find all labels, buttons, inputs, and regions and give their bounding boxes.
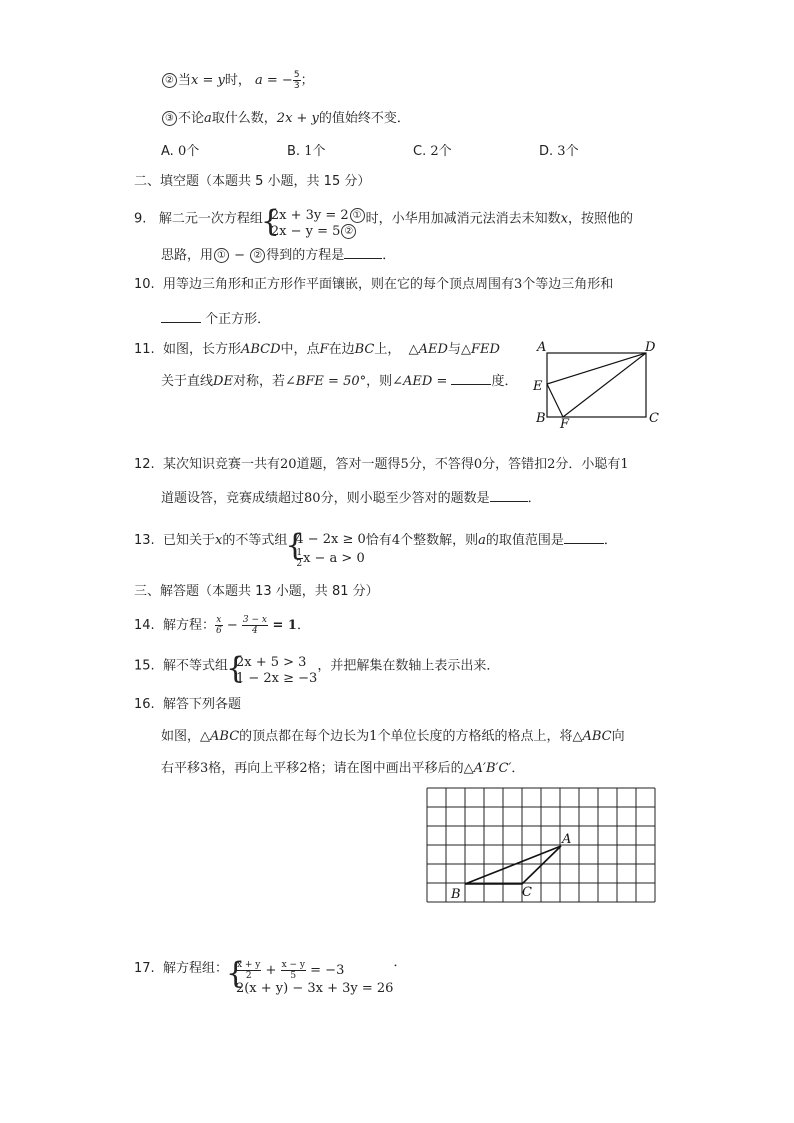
section-title: 二、填空题（本题共 5 小题，共 15 分） [134, 174, 371, 189]
inequality-system: { 4 − 2x ≥ 0 $\frac{1}{2}$ x − a > 0 [287, 532, 365, 569]
option-a[interactable]: A. 0个 [161, 144, 200, 159]
question-13: 13. 已知关于x的不等式组 { 4 − 2x ≥ 0 $\frac{1}{2}$ x − a > 0 恰有4个整数解，则a的取值范围是 ． [134, 522, 617, 559]
label-f: F [560, 417, 570, 430]
question-16-line2: 右平移3格，再向上平移2格；请在图中画出平移后的△A′B′C′． [161, 761, 525, 776]
question-number: 9. [134, 211, 147, 227]
label-c: C [649, 411, 659, 426]
question-9-line1: 9. 解二元一次方程组 { 2x + 3y = 2 ① 2x − y = 5 ② 时，小华用加减消元法消去未知数x，按照他的 [134, 203, 633, 235]
section-title: 三、解答题（本题共 13 小题，共 81 分） [134, 584, 379, 599]
question-16-line1: 如图，△ABC的顶点都在每个边长为1个单位长度的方格纸的格点上，将△ABC向 [161, 729, 625, 744]
label-b: B [451, 887, 461, 902]
question-14: 14. 解方程： $\frac{x}{6}$ − $\frac{3 - x}{4}$ = 1． [134, 615, 310, 636]
question-11-line1: 11. 如图，长方形ABCD中，点F在边BC上， △AED与△FED [134, 342, 500, 357]
question-12-line2: 道题设答，竞赛成绩超过80分，则小聪至少答对的题数是 ． [161, 487, 541, 508]
question-number: 12. [134, 457, 155, 472]
answer-blank[interactable] [490, 487, 528, 502]
question-number: 10. [134, 277, 155, 292]
answer-blank[interactable] [161, 308, 201, 323]
question-15: 15. 解不等式组 { 2x + 5 > 3 1 − 2x ≥ −3 ，并把解集在数轴上表示出来． [134, 650, 499, 682]
question-17: 17. 解方程组： { $\frac{x + y}{2}$ + $\frac{x - y}{5}$ = −3 2(x + y) − 3x + 3y = 26 ． [134, 950, 406, 987]
question-12-line1: 12. 某次知识竞赛一共有20道题，答对一题得5分，不答得0分，答错扣2分．小聪有1 [134, 457, 629, 472]
question-number: 11. [134, 342, 155, 357]
prev-item-2: ② 当x = y时， a = − $\frac{5}{3}$ ； [161, 70, 314, 91]
circled-number: ② [162, 73, 177, 88]
question-number: 16. [134, 697, 155, 712]
question-11-line2: 关于直线DE对称，若∠BFE = 50°，则∠AED = 度． [161, 370, 518, 391]
rectangle-figure [530, 338, 660, 430]
circled-number: ③ [162, 111, 177, 126]
option-b[interactable]: B. 1个 [287, 144, 326, 159]
grid-figure[interactable] [420, 782, 665, 908]
equation-system: { $\frac{x + y}{2}$ + $\frac{x - y}{5}$ = −3 2(x + y) − 3x + 3y = 26 [228, 960, 393, 997]
question-10-line2: 个正方形． [161, 308, 270, 329]
answer-blank[interactable] [344, 244, 382, 259]
answer-blank[interactable] [564, 529, 604, 544]
prev-item-3: ③ 不论a取什么数，2x + y的值始终不变． [161, 110, 410, 128]
label-d: D [645, 340, 656, 355]
option-d[interactable]: D. 3个 [539, 144, 579, 159]
label-c: C [522, 885, 532, 900]
option-c[interactable]: C. 2个 [413, 144, 452, 159]
question-number: 17. [134, 961, 155, 976]
answer-blank[interactable] [451, 370, 491, 385]
label-b: B [536, 411, 546, 426]
label-a: A [537, 340, 547, 355]
question-9-line2: 思路，用 ① − ② 得到的方程是 ． [161, 244, 395, 265]
side-ab [465, 846, 561, 884]
label-a: A [562, 832, 572, 847]
question-number: 13. [134, 533, 155, 548]
inequality-system: { 2x + 5 > 3 1 − 2x ≥ −3 [228, 655, 317, 687]
question-number: 14. [134, 618, 155, 633]
fraction: $\frac{5}{3}$ [293, 70, 300, 91]
question-10-line1: 10. 用等边三角形和正方形作平面镶嵌，则在它的每个顶点周围有3个等边三角形和 [134, 277, 614, 292]
label-e: E [533, 379, 543, 394]
question-number: 15. [134, 658, 155, 674]
question-16-title: 16. 解答下列各题 [134, 697, 241, 712]
equation-system: { 2x + 3y = 2 ① 2x − y = 5 ② [263, 208, 366, 240]
